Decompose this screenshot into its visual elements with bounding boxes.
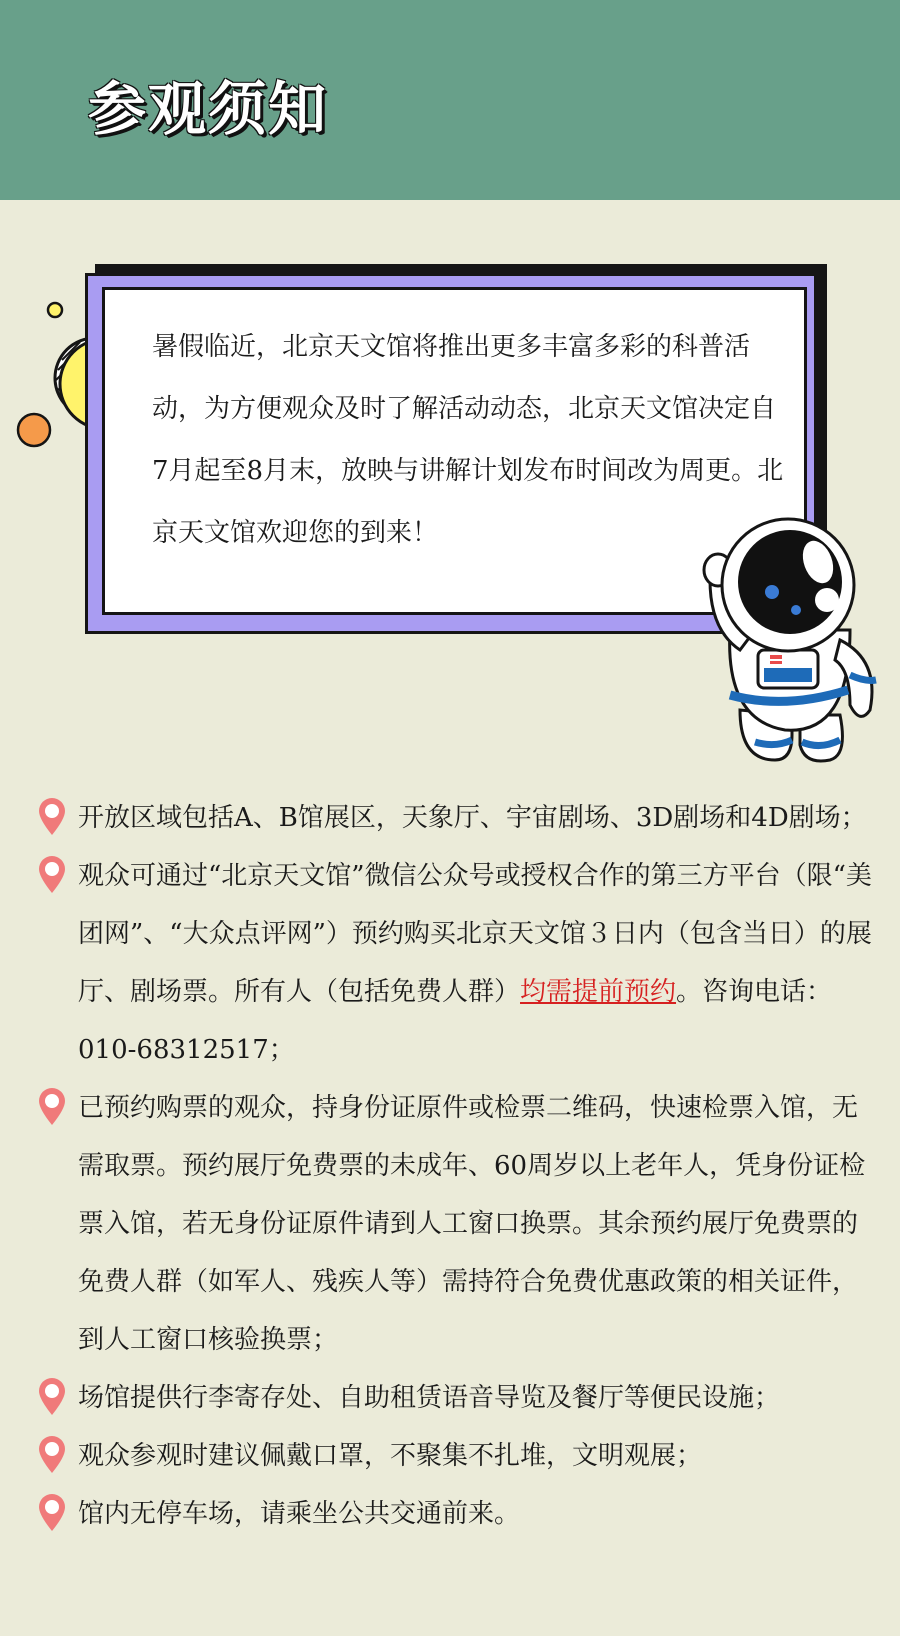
list-item [28,1079,878,1369]
rule-text: 已预约购票的观众，持身份证原件或检票二维码，快速检票入馆，无需取票。预约展厅免费票的未成年、60周岁以上老年人，凭身份证检票入馆，若无身份证原件请到人工窗口换票。其余预约展厅免费票的免费人群（如军人、残疾人等）需持符合免费优惠政策的相关证件，到人工窗口核验换票； [78,1093,866,1355]
list-item [28,1369,878,1427]
rule-text: 开放区域包括A、B馆展区，天象厅、宇宙剧场、3D剧场和4D剧场； [78,803,867,833]
rule-text: 场馆提供行李寄存处、自助租赁语音导览及餐厅等便民设施； [78,1383,781,1413]
location-pin-icon [36,1377,68,1417]
location-pin-icon [36,797,68,837]
header-banner [0,0,900,200]
location-pin-icon [36,1435,68,1475]
location-pin-icon [36,855,68,895]
list-item [28,1485,878,1543]
page-title: 参观须知 [88,75,329,143]
rule-text: 观众参观时建议佩戴口罩，不聚集不扎堆，文明观展； [78,1441,703,1471]
astronaut-illustration [700,510,890,780]
notice-text: 暑假临近，北京天文馆将推出更多丰富多彩的科普活动，为方便观众及时了解活动动态，北京天文馆决定自7月起至8月末，放映与讲解计划发布时间改为周更。北京天文馆欢迎您的到来！ [152,332,784,548]
location-pin-icon [36,1087,68,1127]
list-item [28,1427,878,1485]
list-item [28,789,878,847]
reservation-link[interactable]: 均需提前预约 [520,977,677,1007]
rule-text: 观众可通过“北京天文馆”微信公众号或授权合作的第三方平台（限“美团网”、“大众点评网”）预约购买北京天文馆３日内（包含当日）的展厅、剧场票。所有人（包括免费人群） [78,861,872,1007]
list-item [28,847,878,1079]
location-pin-icon [36,1493,68,1533]
rules-list [28,789,878,1543]
rule-text: 馆内无停车场，请乘坐公共交通前来。 [78,1499,521,1529]
rule-text: 。咨询电话：010-68312517； [78,977,833,1065]
